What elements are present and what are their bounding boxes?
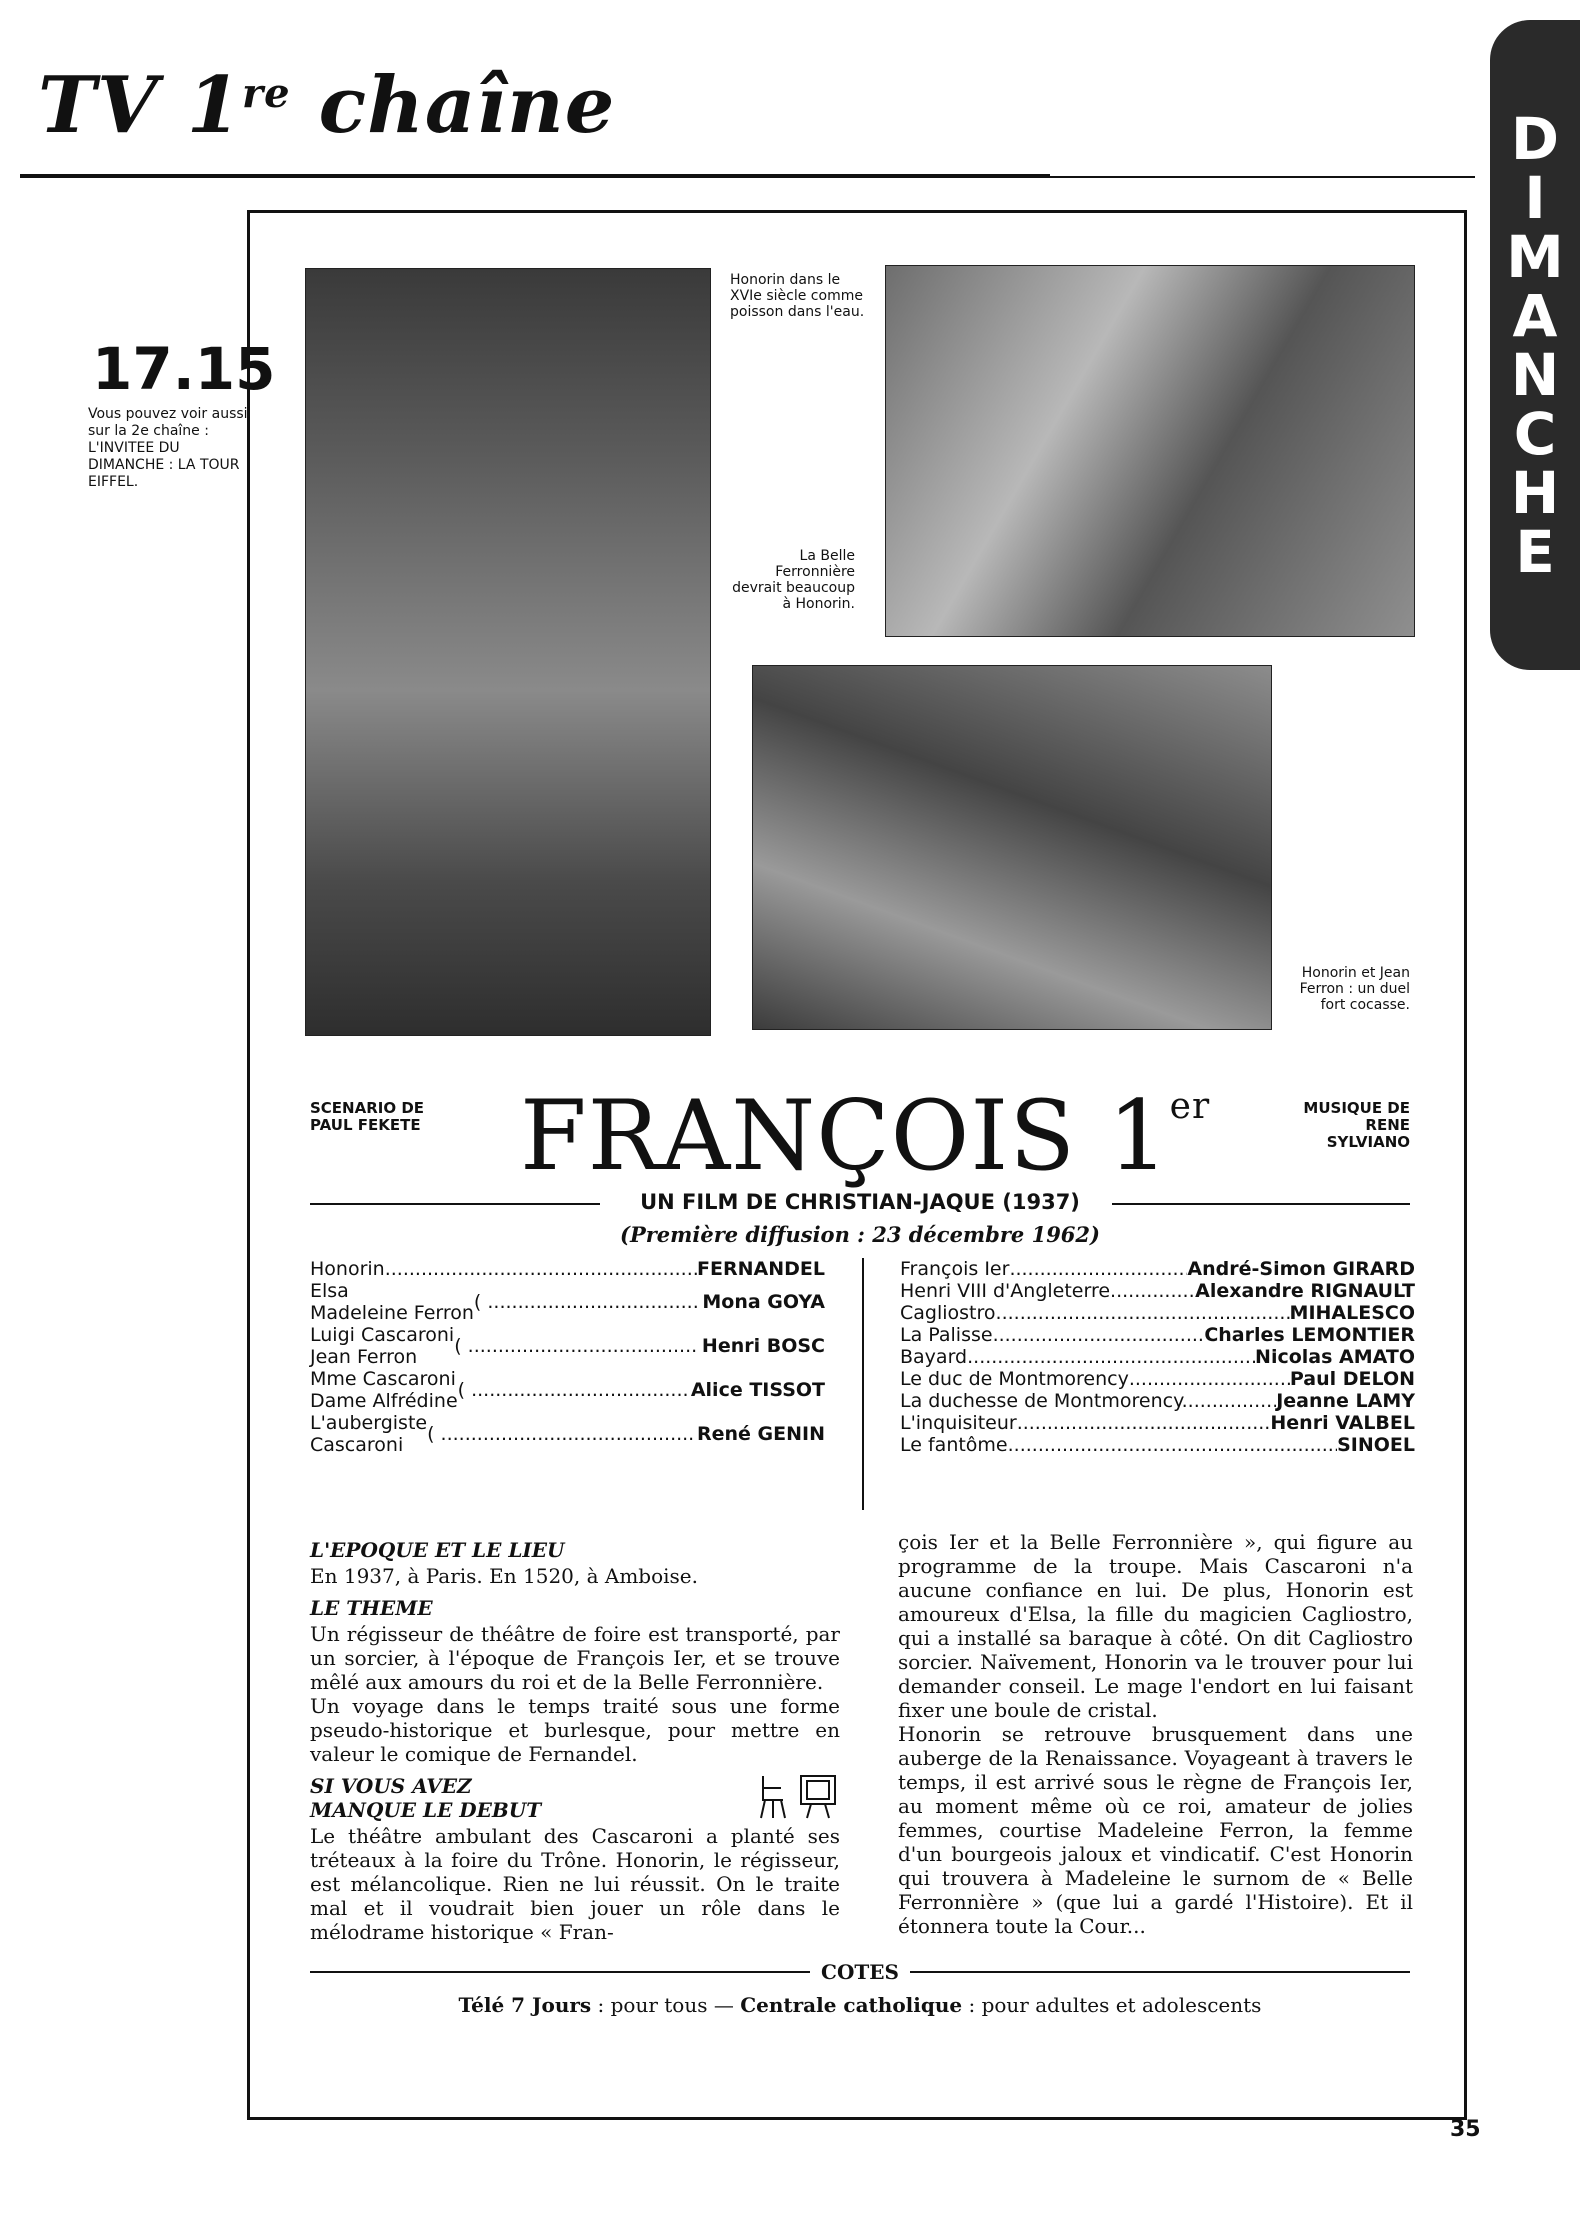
cast-row (310, 1412, 825, 1456)
cast-row (900, 1412, 1415, 1434)
leader-dots (454, 1335, 698, 1357)
leader-dots (385, 1258, 697, 1280)
caption-photo2: La Belle Ferronnière devrait beaucoup à Honorin. (732, 548, 855, 612)
cast-actor: Henri BOSC (701, 1335, 825, 1357)
heading-debut-1: SI VOUS AVEZ (310, 1774, 472, 1798)
cast-role: Honorin (310, 1258, 385, 1280)
page-number: 35 (1450, 2117, 1481, 2142)
cotes-heading: COTES (821, 1960, 899, 1984)
cast-role: Jean Ferron (310, 1346, 418, 1368)
day-tab-label: D I M A N C H E (1506, 105, 1564, 586)
cast-role: Le fantôme (900, 1434, 1008, 1456)
cast-row (900, 1324, 1415, 1346)
film-byline: UN FILM DE CHRISTIAN-JAQUE (1937) (640, 1190, 1080, 1214)
cast-row (900, 1302, 1415, 1324)
page-section-header: TV 1re chaîne (38, 60, 616, 151)
ratings-line: Télé 7 Jours : pour tous — Centrale catholique : pour adultes et adolescents (458, 1993, 1262, 2017)
cast-role: Cagliostro (900, 1302, 996, 1324)
heading-theme: LE THEME (310, 1596, 433, 1620)
cast-role: Luigi Cascaroni (310, 1324, 455, 1346)
leader-dots (996, 1302, 1290, 1324)
leader-dots (474, 1291, 698, 1313)
cast-actor: Paul DELON (1289, 1368, 1415, 1390)
leader-dots (1008, 1434, 1337, 1456)
cast-actor: Charles LEMONTIER (1204, 1324, 1415, 1346)
article-column-1 (310, 1530, 840, 1944)
cast-role: Henri VIII d'Angleterre. (900, 1280, 1117, 1302)
caption-photo3: Honorin et Jean Ferron : un duel fort cocasse. (1299, 965, 1410, 1013)
cast-actor: Alice TISSOT (690, 1379, 825, 1401)
cast-role: Dame Alfrédine (310, 1390, 458, 1412)
text-debut-part2: çois Ier et la Belle Ferronnière », qui figure au programme de la troupe. Mais Cascaroni n'a aucune confiance en lui. De plus, Honorin est amoureux d'Elsa, la fille du magicien Cagliostro, qui a installé sa baraque à côté. On dit Cagliostro sorcier. Naïvement, Honorin va le trouver pour lui demander conseil. Le mage l'endort en lui faisant fixer une boule de cristal. (898, 1530, 1413, 1722)
cast-row (900, 1258, 1415, 1280)
broadcast-time: 17.15 (92, 335, 276, 403)
leader-dots (1009, 1258, 1187, 1280)
credit-musique: MUSIQUE DE RENE SYLVIANO (1303, 1099, 1410, 1151)
cast-role: Madeleine Ferron (310, 1302, 474, 1324)
leader-dots (993, 1324, 1205, 1346)
cast-role: La Palisse (900, 1324, 993, 1346)
header-rule-thin (1045, 176, 1475, 178)
premiere-date: (Première diffusion : 23 décembre 1962) (620, 1222, 1100, 1247)
heading-epoque: L'EPOQUE ET LE LIEU (310, 1538, 565, 1562)
leader-dots (1017, 1412, 1271, 1434)
cast-row (900, 1390, 1415, 1412)
cast-actor: SINOEL (1337, 1434, 1415, 1456)
text-debut-2: Honorin se retrouve brusquement dans une auberge de la Renaissance. Voyageant à travers le temps, il est arrivé sous le règne de François Ier, au moment même où ce roi, amateur de jolies femmes, courtise Madeleine Ferron, la femme d'un bourgeois jaloux et vindicatif. C'est Honorin qui trouvera à Madeleine le surnom de « Belle Ferronnière » (que lui a gardé l'Histoire). Et il étonnera toute la Cour... (898, 1722, 1413, 1938)
cast-list-left (310, 1258, 825, 1456)
photo-belle-ferronniere (885, 265, 1415, 637)
cast-role: Elsa (310, 1280, 349, 1302)
text-theme-1: Un régisseur de théâtre de foire est transporté, par un sorcier, à l'époque de François Ier, et se trouve mêlé aux amours du roi et de la Belle Ferronnière. (310, 1622, 840, 1694)
heading-debut-2: MANQUE LE DEBUT (310, 1798, 542, 1822)
cast-actor: Mona GOYA (702, 1291, 825, 1313)
cast-actor: MIHALESCO (1289, 1302, 1415, 1324)
leader-dots (967, 1346, 1255, 1368)
leader-dots (1188, 1390, 1277, 1412)
cast-role: Bayard (900, 1346, 968, 1368)
cast-actor: FERNANDEL (697, 1258, 825, 1280)
cast-role: Le duc de Montmorency (900, 1368, 1129, 1390)
side-note: Vous pouvez voir aussi sur la 2e chaîne : L'INVITEE DU DIMANCHE : LA TOUR EIFFEL. (88, 406, 248, 490)
cast-actor: Jeanne LAMY (1276, 1390, 1415, 1412)
cast-list-right (900, 1258, 1415, 1456)
cast-actor: Henri VALBEL (1270, 1412, 1415, 1434)
text-theme-2: Un voyage dans le temps traité sous une forme pseudo-historique et burlesque, pour mettre en valeur le comique de Fernandel. (310, 1694, 840, 1766)
cast-actor: Alexandre RIGNAULT (1195, 1280, 1415, 1302)
leader-dots (458, 1379, 687, 1401)
caption-photo1: Honorin dans le XVIe siècle comme poisson dans l'eau. (730, 272, 865, 320)
credit-scenario: SCENARIO DE PAUL FEKETE (310, 1099, 425, 1134)
film-title: FRANÇOIS 1er (520, 1080, 1211, 1192)
leader-dots (1129, 1368, 1290, 1390)
leader-dots (427, 1423, 693, 1445)
leader-dots (1116, 1280, 1195, 1302)
photo-honorin-costume (305, 268, 711, 1036)
cast-row (310, 1258, 825, 1280)
text-debut-part1: Le théâtre ambulant des Cascaroni a planté ses tréteaux à la foire du Trône. Honorin, le régisseur, est mélancolique. Rien ne lui réussit. On le traite mal et il voudrait bien jouer un rôle dans le mélodrame historique « Fran- (310, 1824, 840, 1944)
tv-chair-icon (755, 1770, 840, 1820)
cast-role: François Ier (900, 1258, 1010, 1280)
cast-row (900, 1346, 1415, 1368)
header-rule (20, 174, 1050, 178)
cast-actor: Nicolas AMATO (1255, 1346, 1415, 1368)
cast-role: Mme Cascaroni (310, 1368, 456, 1390)
cast-divider (862, 1258, 864, 1510)
cast-row (900, 1434, 1415, 1456)
cast-row (900, 1280, 1415, 1302)
cast-actor: René GENIN (697, 1423, 825, 1445)
cast-row (900, 1368, 1415, 1390)
cast-actor: André-Simon GIRARD (1187, 1258, 1415, 1280)
cast-row (310, 1324, 825, 1368)
cast-role: Cascaroni (310, 1434, 404, 1456)
photo-duel (752, 665, 1272, 1030)
cast-role: L'inquisiteur (900, 1412, 1017, 1434)
text-epoque: En 1937, à Paris. En 1520, à Amboise. (310, 1564, 698, 1588)
article-column-2 (898, 1530, 1413, 1938)
cast-role: L'aubergiste (310, 1412, 428, 1434)
cast-row (310, 1280, 825, 1324)
cast-row (310, 1368, 825, 1412)
cast-role: La duchesse de Montmorency. (900, 1390, 1188, 1412)
